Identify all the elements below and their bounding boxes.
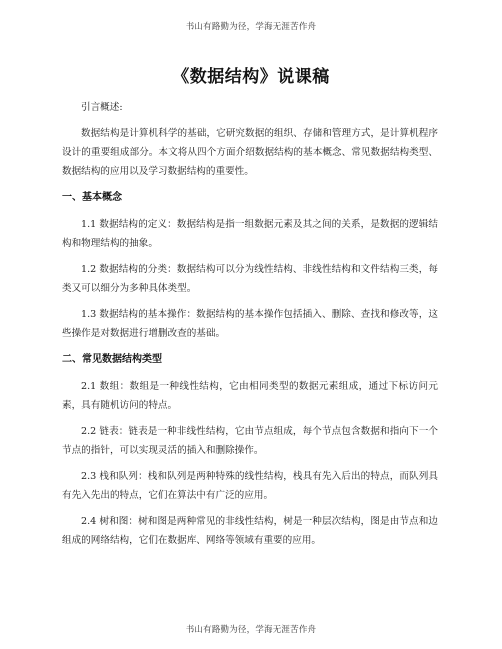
section-heading-common-types: 二、常见数据结构类型 [62,354,162,365]
footer-motto: 书山有路勤为径，学海无涯苦作舟 [185,625,317,635]
paragraph-1-1: 1.1 数据结构的定义：数据结构是指一组数据元素及其之间的关系，是数据的逻辑结构和物理结构的抽象。 [62,219,438,249]
paragraph-2-1: 2.1 数组：数组是一种线性结构，它由相同类型的数据元素组成，通过下标访问元素，具有随机访问的特点。 [62,381,438,411]
intro-paragraph: 数据结构是计算机科学的基础，它研究数据的组织、存储和管理方式，是计算机程序设计的重要组成部分。本文将从四个方面介绍数据结构的基本概念、常见数据结构类型、数据结构的应用以及学习数据结构的重要性。 [62,128,438,177]
document-body [62,98,438,557]
paragraph-2-2: 2.2 链表：链表是一种非线性结构，它由节点组成，每个节点包含数据和指向下一个节点的指针，可以实现灵活的插入和删除操作。 [62,426,438,456]
header-motto: 书山有路勤为径，学海无涯苦作舟 [185,22,317,32]
paragraph-1-2: 1.2 数据结构的分类：数据结构可以分为线性结构、非线性结构和文件结构三类，每类又可以细分为多种具体类型。 [62,264,438,294]
paragraph-1-3: 1.3 数据结构的基本操作：数据结构的基本操作包括插入、删除、查找和修改等，这些操作是对数据进行增删改查的基础。 [62,309,438,339]
intro-label: 引言概述: [81,102,123,113]
document-title: 《数据结构》说课稿 [172,67,330,87]
section-heading-basic-concepts: 一、基本概念 [62,192,122,203]
paragraph-2-3: 2.3 栈和队列：栈和队列是两种特殊的线性结构，栈具有先入后出的特点，而队列具有先入先出的特点，它们在算法中有广泛的应用。 [62,471,438,501]
paragraph-2-4: 2.4 树和图：树和图是两种常见的非线性结构，树是一种层次结构，图是由节点和边组成的网络结构，它们在数据库、网络等领域有重要的应用。 [62,516,438,546]
